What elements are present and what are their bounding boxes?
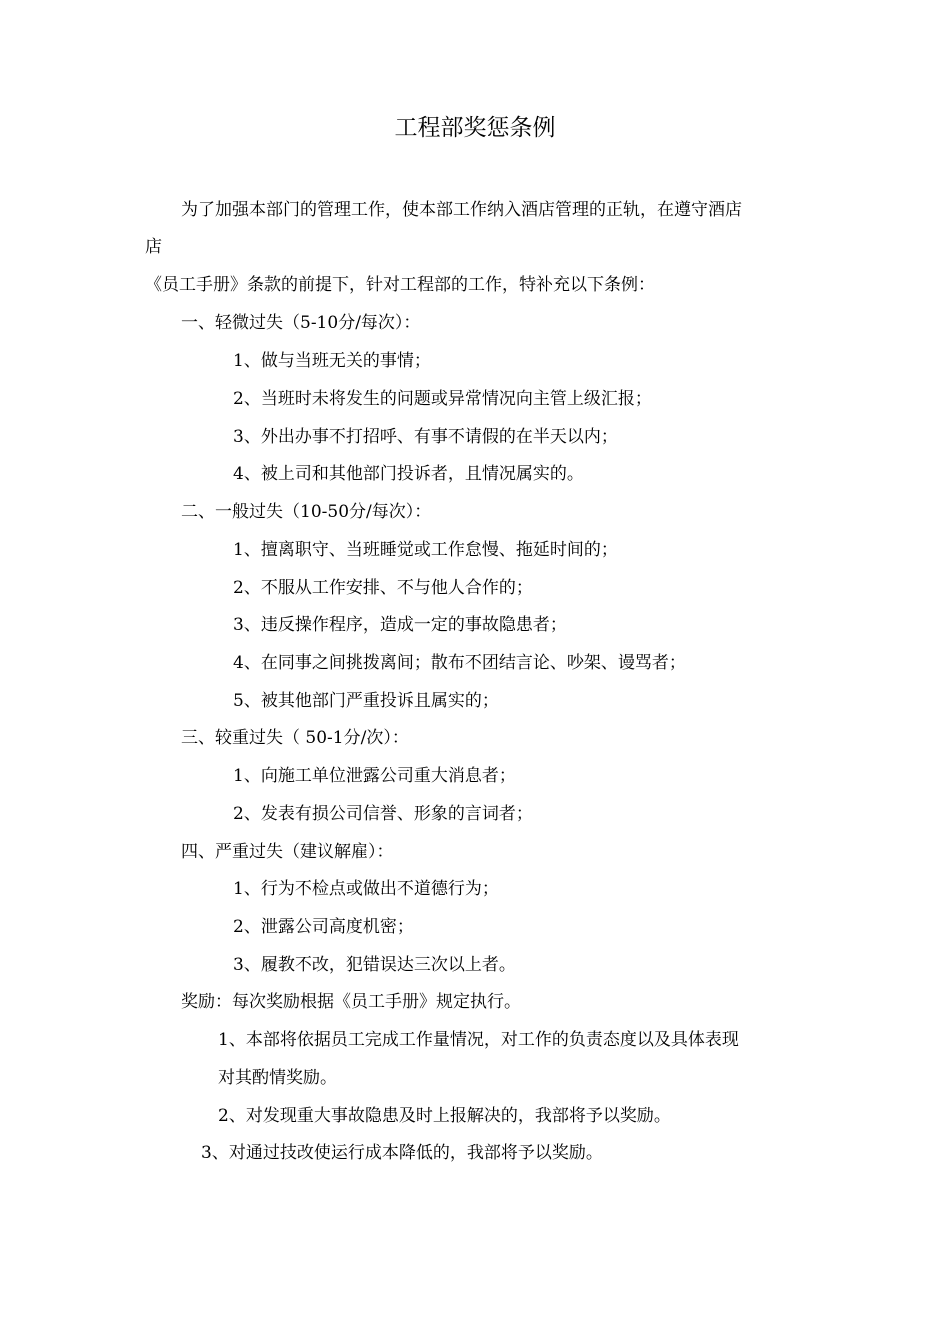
list-item: 4、在同事之间挑拨离间；散布不团结言论、吵架、谩骂者； bbox=[233, 653, 686, 673]
intro-line-1: 为了加强本部门的管理工作，使本部工作纳入酒店管理的正轨，在遵守酒店 bbox=[181, 200, 742, 220]
list-item: 1、擅离职守、当班睡觉或工作怠慢、拖延时间的； bbox=[233, 540, 618, 560]
list-item: 3、外出办事不打招呼、有事不请假的在半天以内； bbox=[233, 427, 618, 447]
section-heading-serious: 三、较重过失（ 50-1分/次）： bbox=[181, 728, 409, 748]
document-title: 工程部奖惩条例 bbox=[394, 115, 556, 141]
reward-item-1-line-2: 对其酌情奖励。 bbox=[218, 1068, 337, 1088]
list-item: 2、不服从工作安排、不与他人合作的； bbox=[233, 578, 533, 598]
list-item: 3、履教不改，犯错误达三次以上者。 bbox=[233, 955, 516, 975]
rewards-heading: 奖励：每次奖励根据《员工手册》规定执行。 bbox=[181, 992, 521, 1012]
reward-item-2: 2、对发现重大事故隐患及时上报解决的，我部将予以奖励。 bbox=[218, 1106, 671, 1126]
list-item: 3、违反操作程序，造成一定的事故隐患者； bbox=[233, 615, 567, 635]
section-heading-minor: 一、轻微过失（5-10分/每次）： bbox=[181, 313, 421, 333]
list-item: 4、被上司和其他部门投诉者，且情况属实的。 bbox=[233, 464, 584, 484]
list-item: 2、当班时未将发生的问题或异常情况向主管上级汇报； bbox=[233, 389, 652, 409]
reward-item-3: 3、对通过技改使运行成本降低的，我部将予以奖励。 bbox=[201, 1143, 603, 1163]
list-item: 5、被其他部门严重投诉且属实的； bbox=[233, 691, 499, 711]
intro-line-2: 店 bbox=[145, 237, 162, 257]
list-item: 2、泄露公司高度机密； bbox=[233, 917, 414, 937]
list-item: 1、做与当班无关的事情； bbox=[233, 351, 431, 371]
list-item: 2、发表有损公司信誉、形象的言词者； bbox=[233, 804, 533, 824]
list-item: 1、行为不检点或做出不道德行为； bbox=[233, 879, 499, 899]
intro-line-3: 《员工手册》条款的前提下，针对工程部的工作，特补充以下条例： bbox=[145, 275, 655, 295]
section-heading-general: 二、一般过失（10-50分/每次）： bbox=[181, 502, 432, 522]
section-heading-severe: 四、严重过失（建议解雇）： bbox=[181, 842, 394, 862]
list-item: 1、向施工单位泄露公司重大消息者； bbox=[233, 766, 516, 786]
reward-item-1-line-1: 1、本部将依据员工完成工作量情况，对工作的负责态度以及具体表现 bbox=[218, 1030, 739, 1050]
